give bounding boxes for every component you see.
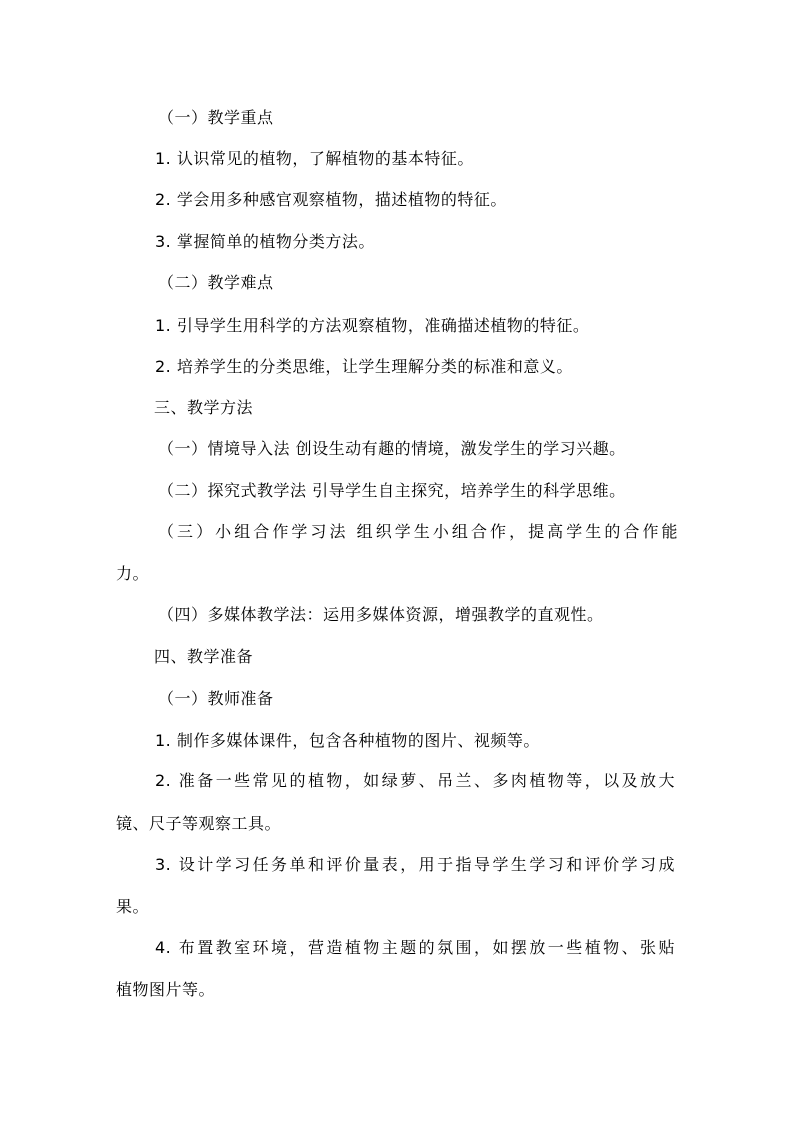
section-heading-teaching-preparation: 四、教学准备 xyxy=(154,647,254,666)
paragraph: 2. 学会用多种感官观察植物，描述植物的特征。 xyxy=(155,190,507,209)
paragraph: 1. 认识常见的植物，了解植物的基本特征。 xyxy=(155,149,474,168)
section-heading-teaching-focus: （一）教学重点 xyxy=(158,108,274,127)
paragraph-continuation: 力。 xyxy=(116,564,150,583)
section-heading-teaching-difficulty: （二）教学难点 xyxy=(158,273,274,292)
paragraph: （四）多媒体教学法：运用多媒体资源，增强教学的直观性。 xyxy=(158,605,604,624)
paragraph: （二）探究式教学法 引导学生自主探究，培养学生的科学思维。 xyxy=(158,481,626,500)
paragraph: （一）情境导入法 创设生动有趣的情境，激发学生的学习兴趣。 xyxy=(158,439,626,458)
paragraph: 4. 布置教室环境，营造植物主题的氛围，如摆放一些植物、张贴 xyxy=(155,938,675,957)
paragraph: 1. 制作多媒体课件，包含各种植物的图片、视频等。 xyxy=(155,731,540,750)
paragraph: 2. 准备一些常见的植物，如绿萝、吊兰、多肉植物等，以及放大 xyxy=(155,771,675,790)
section-heading-teaching-methods: 三、教学方法 xyxy=(154,398,254,417)
paragraph-continuation: 镜、尺子等观察工具。 xyxy=(116,814,282,833)
paragraph-continuation: 果。 xyxy=(116,897,150,916)
paragraph: 2. 培养学生的分类思维，让学生理解分类的标准和意义。 xyxy=(155,357,573,376)
paragraph: 3. 掌握简单的植物分类方法。 xyxy=(155,232,375,251)
paragraph: （三）小组合作学习法 组织学生小组合作，提高学生的合作能 xyxy=(158,522,678,541)
paragraph-continuation: 植物图片等。 xyxy=(116,980,216,999)
paragraph: 3. 设计学习任务单和评价量表，用于指导学生学习和评价学习成 xyxy=(155,855,675,874)
paragraph: 1. 引导学生用科学的方法观察植物，准确描述植物的特征。 xyxy=(155,316,590,335)
section-heading-teacher-preparation: （一）教师准备 xyxy=(158,689,274,708)
